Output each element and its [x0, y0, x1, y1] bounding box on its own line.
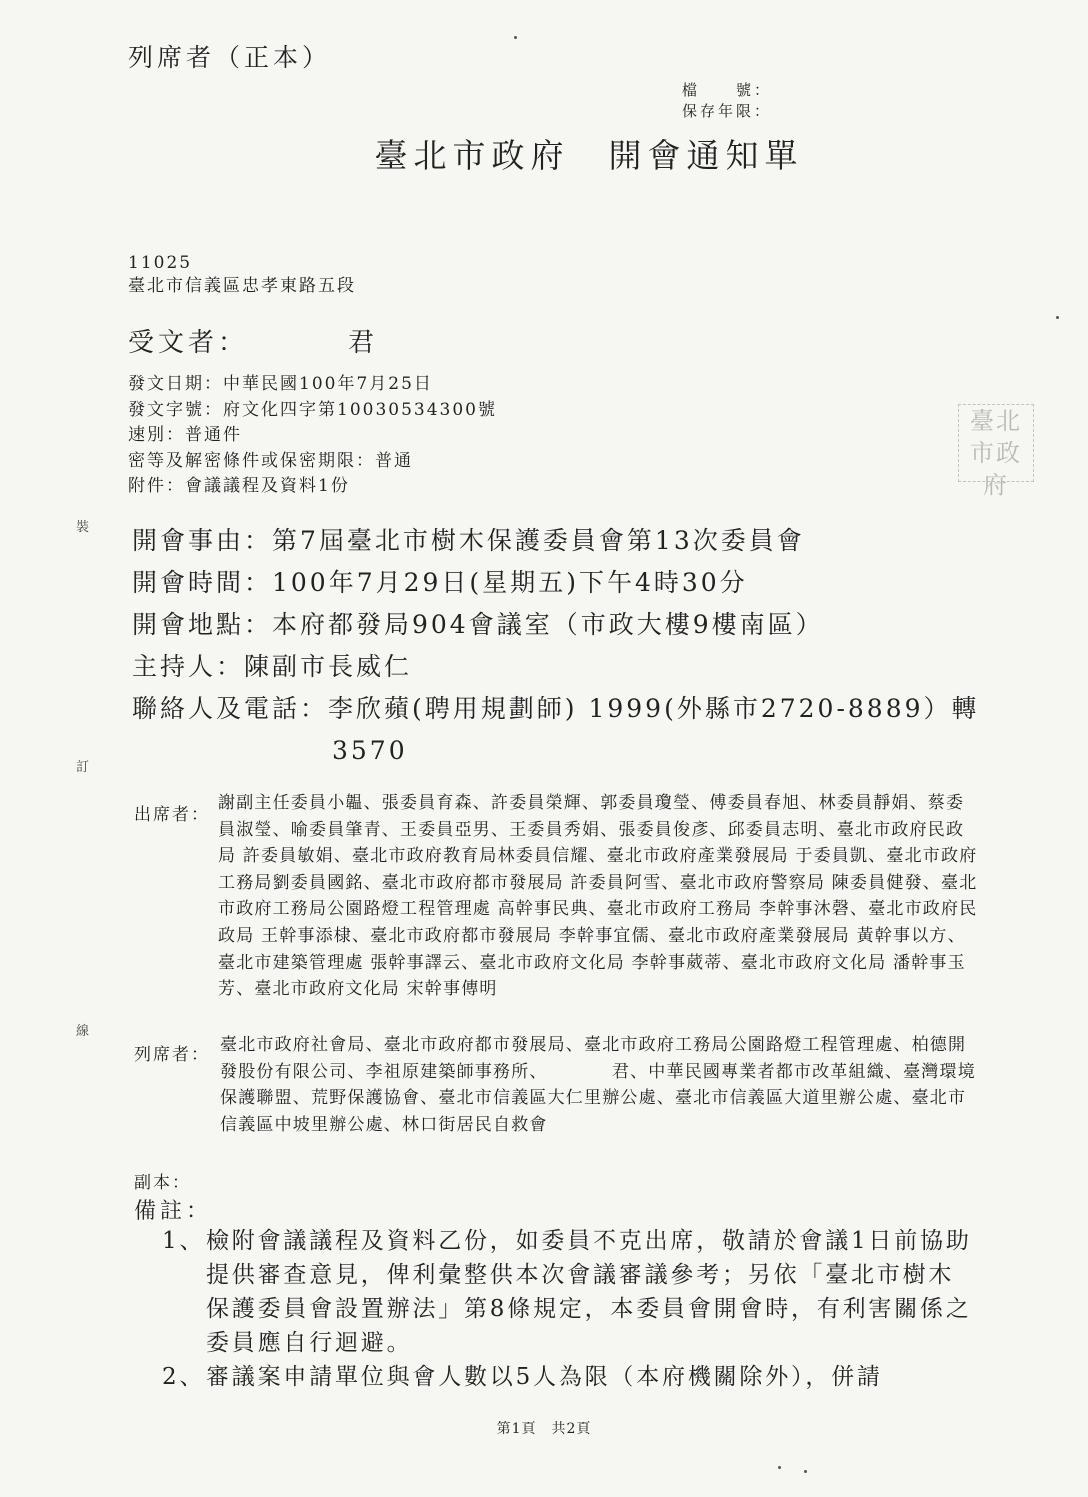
page-footer: 第1頁 共2頁 [496, 1421, 592, 1437]
issue-number: 發文字號：府文化四字第10030534300號 [128, 399, 497, 420]
issue-date: 發文日期：中華民國100年7月25日 [128, 374, 433, 394]
recipient-label: 受文者： [128, 328, 249, 358]
remark-text: 審議案申請單位與會人數以5人為限（本府機關除外），併請 [206, 1364, 883, 1390]
remarks-list [162, 1224, 972, 1394]
attachment: 附件：會議議程及資料1份 [128, 476, 350, 497]
file-meta [682, 80, 772, 122]
meeting-chair: 主持人：陳副市長威仁 [132, 652, 413, 681]
binding-mark: 線 [76, 1024, 90, 1039]
observers-list: 臺北市政府社會局、臺北市政府都市發展局、臺北市政府工務局公園路燈工程管理處、柏德開發股份有限公司、李祖原建築師事務所、 君、中華民國專業者都市改革組織、臺灣環境保護聯盟、荒野保護協會、臺北市信義區大仁里辦公處、臺北市信義區大道里辦公處、臺北市信義區中坡里辦公處、林口街居民自救會 [220, 1035, 976, 1135]
official-seal [958, 404, 1034, 499]
observers-label: 列席者： [134, 1045, 210, 1065]
scan-speck [1056, 316, 1059, 319]
address: 臺北市信義區忠孝東路五段 [128, 276, 356, 296]
meeting-time: 開會時間：100年7月29日(星期五)下午4時30分 [132, 568, 748, 597]
contact-extension: 3570 [332, 736, 408, 765]
remark-item [162, 1224, 972, 1360]
remark-number: 2、 [162, 1364, 206, 1390]
issue-info [128, 372, 497, 500]
urgency: 速別：普通件 [128, 425, 242, 446]
cc-label: 副本： [134, 1173, 191, 1193]
file-number-label: 檔 號： [682, 81, 773, 99]
meeting-details [132, 520, 980, 772]
retention-label: 保存年限： [682, 102, 773, 120]
remark-number: 1、 [162, 1228, 206, 1254]
contact-info: 聯絡人及電話：李欣蘋(聘用規劃師) 1999(外縣市2720-8889）轉 [132, 694, 980, 723]
binding-mark: 裝 [76, 520, 90, 535]
scan-speck [804, 1470, 807, 1473]
binding-mark: 訂 [76, 760, 90, 775]
recipient-name: 君 [348, 328, 379, 358]
remark-text: 檢附會議議程及資料乙份，如委員不克出席，敬請於會議1日前協助提供審查意見，俾利彙整供本次會議審議參考；另依「臺北市樹木保護委員會設置辦法」第8條規定，本委員會開會時，有利害關係之委員應自行迴避。 [206, 1228, 972, 1356]
recipient-line [128, 322, 378, 359]
document-title: 臺北市政府 開會通知單 [374, 136, 804, 175]
remark-item [162, 1360, 972, 1394]
classification: 密等及解密條件或保密期限：普通 [128, 450, 413, 471]
copy-type-mark: 列席者（正本） [128, 43, 332, 72]
scan-speck [778, 1466, 781, 1469]
attendees-label: 出席者： [134, 805, 210, 825]
address-block [128, 252, 356, 298]
meeting-place: 開會地點：本府都發局904會議室（市政大樓9樓南區） [132, 610, 824, 639]
scan-speck [514, 36, 517, 39]
postal-code: 11025 [128, 253, 193, 273]
seal-text: 臺北市政府 [970, 407, 1022, 499]
remarks-label: 備註： [134, 1199, 213, 1224]
attendees-list: 謝副主任委員小韞、張委員育森、許委員榮輝、郭委員瓊瑩、傅委員春旭、林委員靜娟、蔡委員淑瑩、喻委員肇青、王委員亞男、王委員秀娟、張委員俊彥、邱委員志明、臺北市政府民政局 許委員敏娟、臺北市政府教育局林委員信耀、臺北市政府產業發展局 于委員凱、臺北市政府工務局劉委員國銘、臺北市政府都市發展局 許委員阿雪、臺北市政府警察局 陳委員健發、臺北市政府工務局公園路燈工程管理處 高幹事民典、臺北市政府工務局 李幹事沐磬、臺北市政府民政局 王幹事添棣、臺北市政府都市發展局 李幹事宜儒、臺北市政府產業發展局 黃幹事以方、臺北市建築管理處 張幹事譯云、臺北市政府文化局 李幹事葳蒂、臺北市政府文化局 潘幹事玉芳、臺北市政府文化局 宋幹事傳明 [218, 793, 978, 1000]
meeting-subject: 開會事由：第7屆臺北市樹木保護委員會第13次委員會 [132, 526, 805, 555]
